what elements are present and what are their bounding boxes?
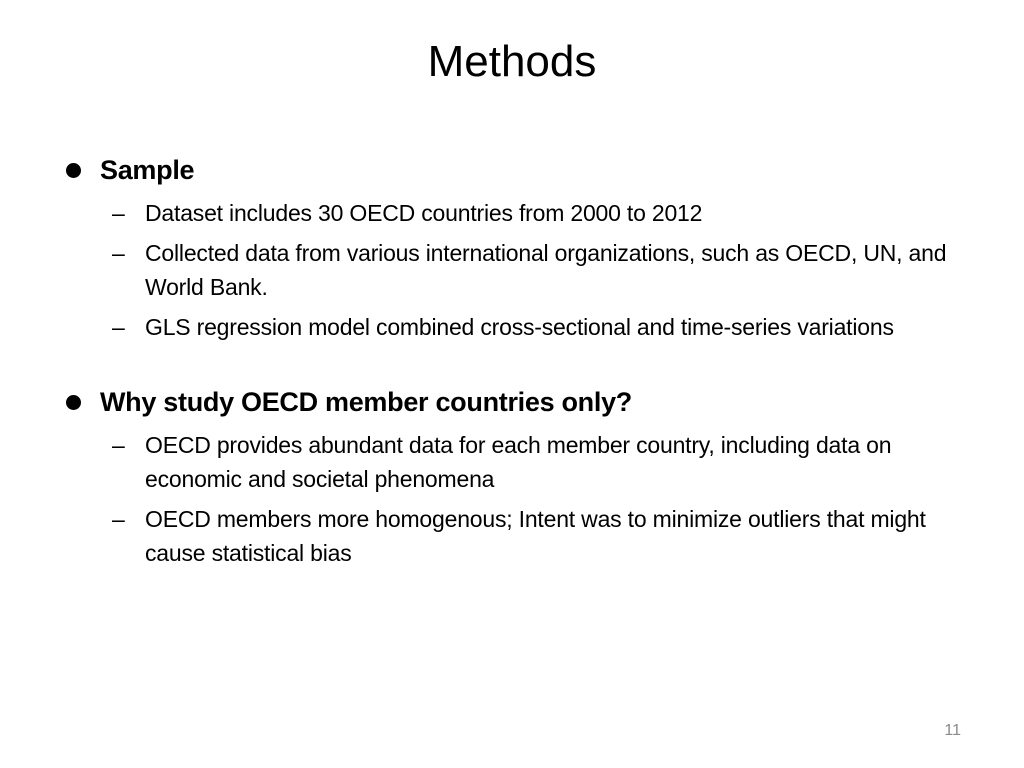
- bullet-dot-icon: [66, 163, 81, 178]
- why-oecd-sub-list: [62, 428, 992, 570]
- bullet-heading: Why study OECD member countries only?: [100, 386, 632, 417]
- sub-item: [62, 196, 992, 230]
- bullet-dot-icon: [66, 395, 81, 410]
- sub-item: [62, 502, 992, 570]
- sub-item: [62, 236, 992, 304]
- sub-item-text: GLS regression model combined cross-sectional and time-series variations: [145, 314, 894, 340]
- sub-item-text: Collected data from various international organizations, such as OECD, UN, and World Bank.: [145, 240, 947, 300]
- sample-sub-list: [62, 196, 992, 344]
- dash-icon: –: [112, 432, 125, 458]
- sub-item-text: Dataset includes 30 OECD countries from 2000 to 2012: [145, 200, 703, 226]
- slide-content: [62, 150, 992, 570]
- page-number: 11: [944, 722, 961, 739]
- dash-icon: –: [112, 314, 125, 340]
- bullet-sample: [62, 150, 992, 190]
- sub-item-text: OECD provides abundant data for each member country, including data on economic and societal phenomena: [145, 432, 892, 492]
- slide-title: Methods: [427, 37, 597, 86]
- section-why-oecd: [62, 382, 992, 570]
- section-sample: [62, 150, 992, 344]
- sub-item: [62, 310, 992, 344]
- bullet-heading: Sample: [100, 154, 195, 185]
- bullet-why-oecd: [62, 382, 992, 422]
- dash-icon: –: [112, 200, 125, 226]
- sub-item-text: OECD members more homogenous; Intent was to minimize outliers that might cause statistical bias: [145, 506, 926, 566]
- sub-item: [62, 428, 992, 496]
- dash-icon: –: [112, 506, 125, 532]
- dash-icon: –: [112, 240, 125, 266]
